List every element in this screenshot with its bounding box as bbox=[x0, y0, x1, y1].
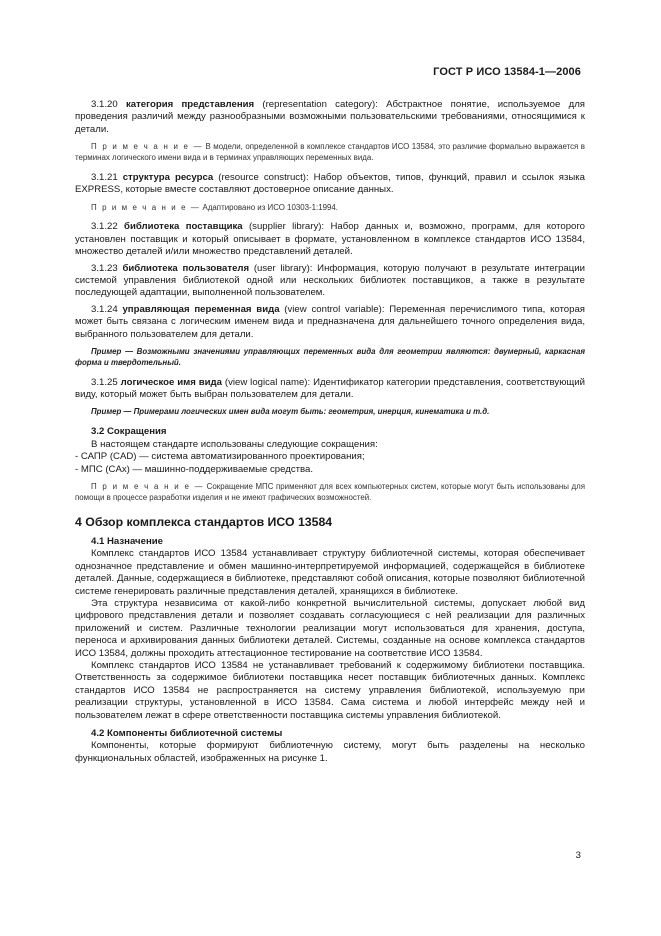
note: П р и м е ч а н и е — Сокращение МПС применяют для всех компьютерных систем, которые могут быть использованы для помощи в процессе разработки изделия и не имеют графических возможностей. bbox=[75, 481, 585, 502]
term: логическое имя вида bbox=[120, 376, 222, 388]
definition-3-1-22: 3.1.22 библиотека поставщика (supplier library): Набор данных и, возможно, программ, для которого установлен поставщик и который описывает в формате, установленном в комплексе стандартов ИСО 13584, множество деталей и/или множество представлений деталей. bbox=[75, 221, 585, 258]
term: библиотека пользователя bbox=[122, 262, 250, 274]
term: категория представления bbox=[125, 99, 255, 110]
paragraph: Комплекс стандартов ИСО 13584 устанавливает структуру библиотечной системы, которая обеспечивает однозначное представление и обмен машинно-интерпретируемой информацией, содержащейся в библиотеке деталей. Данные, содержащиеся в библиотеке, представляют собой описания, которые позволяют библиотечной системе генерировать различные представления деталей, хранящихся в библиотеке. bbox=[75, 548, 585, 597]
section-heading-3-2: 3.2 Сокращения bbox=[91, 426, 167, 438]
list-item: - МПС (CAx) — машинно-поддерживаемые средства. bbox=[75, 463, 314, 475]
term: библиотека поставщика bbox=[124, 221, 243, 233]
definition-3-1-25: 3.1.25 логическое имя вида (view logical name): Идентификатор категории представления, соответствующий виду, который может быть выбран пользователем для детали. bbox=[75, 376, 585, 401]
list-item: - САПР (CAD) — система автоматизированного проектирования; bbox=[75, 451, 365, 463]
example: Пример — Примерами логических имен вида могут быть: геометрия, инерция, кинематика и т.д. bbox=[91, 407, 490, 417]
page-number: 3 bbox=[575, 850, 581, 861]
section-heading-4-1: 4.1 Назначение bbox=[91, 535, 163, 547]
paragraph: В настоящем стандарте использованы следующие сокращения: bbox=[91, 438, 378, 450]
note: П р и м е ч а н и е — В модели, определенной в комплексе стандартов ИСО 13584, это различие формально выражается в терминах логического имени вида и в терминах управляющих переменных вида. bbox=[75, 142, 585, 163]
term: управляющая переменная вида bbox=[122, 303, 280, 315]
definition-3-1-21: 3.1.21 структура ресурса (resource construct): Набор объектов, типов, функций, правил и ссылок языка EXPRESS, которые вместе составляют достоверное описание данных. bbox=[75, 171, 585, 196]
page-body bbox=[75, 95, 585, 765]
paragraph: Компоненты, которые формируют библиотечную систему, могут быть разделены на несколько функциональных областей, изображенных на рисунке 1. bbox=[75, 740, 585, 764]
paragraph: Эта структура независима от какой-либо конкретной вычислительной системы, допускает любой вид цифрового представления детали и позволяет создавать согласующиеся с ней реализации для различных приложений и систем. Различные технологии реализации могут использоваться для хранения, доступа, переноса и архивирования данных библиотеки деталей. Системы, созданные на основе комплекса стандартов ИСО 13584, должны проходить аттестационное тестирование на соответствие ИСО 13584. bbox=[75, 597, 585, 659]
paragraph: Комплекс стандартов ИСО 13584 не устанавливает требований к содержимому библиотеки поставщика. Ответственность за содержимое библиотеки поставщика несет поставщик библиотечных данных. Комплекс стандартов ИСО 13584 не распространяется на систему управления библиотекой, используемую при реализации структуры, установленной в ИСО 13584. Сама система и любой интерфейс между ней и пользователем лежат в сфере ответственности поставщика системы управления библиотекой. bbox=[75, 659, 585, 721]
example: Пример — Возможными значениями управляющих переменных вида для геометрии являются: двумерный, каркасная форма и твердотельный. bbox=[75, 347, 585, 367]
definition-3-1-24: 3.1.24 управляющая переменная вида (view control variable): Переменная перечислимого типа, которая может быть связана с логическим именем вида и предназначена для дальнейшего точного определения вида, выбранного пользователем для детали. bbox=[75, 303, 585, 340]
note: П р и м е ч а н и е — Адаптировано из ИСО 10303-1:1994. bbox=[91, 202, 338, 212]
definition-3-1-23: 3.1.23 библиотека пользователя (user library): Информация, которую получают в результате интеграции системой управления библиотекой одной или нескольких библиотек поставщиков, а также в результате последующей адаптации, выполненной пользователем. bbox=[75, 262, 585, 299]
definition-3-1-20: 3.1.20 категория представления (representation category): Абстрактное понятие, используемое для проведения различий между разнообразными возможными пользовательскими требованиями, относящимися к детали. bbox=[75, 99, 585, 135]
document-header: ГОСТ Р ИСО 13584-1—2006 bbox=[433, 66, 581, 78]
section-title-4: 4 Обзор комплекса стандартов ИСО 13584 bbox=[75, 514, 333, 529]
section-heading-4-2: 4.2 Компоненты библиотечной системы bbox=[91, 728, 283, 739]
term: структура ресурса bbox=[122, 171, 214, 183]
